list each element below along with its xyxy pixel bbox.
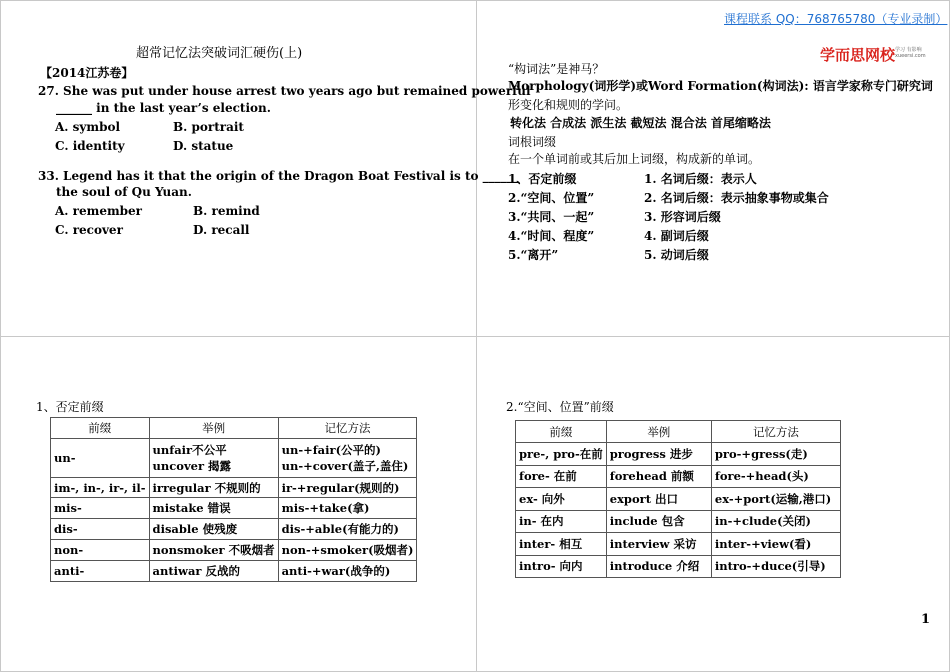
prefix-item-5: 5.“离开” <box>508 248 559 262</box>
prefix-cell: ex- 向外 <box>516 488 607 511</box>
method-cell: inter-+view(看) <box>711 533 840 556</box>
prefix-cell: in- 在内 <box>516 510 607 533</box>
slide-title: 超常记忆法突破词汇硬伤(上) <box>136 46 303 61</box>
prefix-cell: anti- <box>51 561 150 582</box>
method-line: un-+fair(公平的) <box>281 443 381 457</box>
method-cell: pro-+gress(走) <box>711 443 840 466</box>
method-line: un-+cover(盖子,盖住) <box>281 459 409 473</box>
column-header: 前缀 <box>51 418 150 439</box>
example-cell <box>149 439 278 478</box>
suffix-item-5: 5. 动词后缀 <box>644 248 709 262</box>
root-affix-heading: 词根词缀 <box>508 135 557 149</box>
brand-logo: 学而思网校 <box>820 46 896 64</box>
table-row <box>51 439 417 478</box>
negative-prefix-table <box>50 417 417 582</box>
example-cell: progress 进步 <box>606 443 711 466</box>
question-33-line2: the soul of Qu Yuan. <box>56 185 192 199</box>
column-header: 举例 <box>149 418 278 439</box>
table-row <box>516 443 841 466</box>
column-header: 前缀 <box>516 421 607 443</box>
suffix-item-3: 3. 形容词后缀 <box>644 210 721 224</box>
q33-option-b: B. remind <box>193 204 260 218</box>
method-cell: dis-+able(有能力的) <box>278 519 417 540</box>
example-cell: include 包含 <box>606 510 711 533</box>
question-27-line2: ______ in the last year’s election. <box>56 101 271 115</box>
prefix-cell: im-, in-, ir-, il- <box>51 478 150 498</box>
table-row <box>51 540 417 561</box>
example-line: unfair不公平 <box>152 443 227 457</box>
table-row <box>51 561 417 582</box>
q33-option-c: C. recover <box>55 223 123 237</box>
word-formation-question: “构词法”是神马？ <box>508 62 605 76</box>
table-row <box>516 555 841 578</box>
example-cell: disable 使残废 <box>149 519 278 540</box>
negative-prefix-heading: 1、否定前缀 <box>36 400 104 414</box>
affix-definition: 在一个单词前或其后加上词缀，构成新的单词。 <box>508 152 761 166</box>
method-cell: ex-+port(运输,港口) <box>711 488 840 511</box>
prefix-cell: fore- 在前 <box>516 465 607 488</box>
space-prefix-table <box>515 420 841 578</box>
formation-methods: 转化法 合成法 派生法 截短法 混合法 首尾缩略法 <box>510 116 771 130</box>
method-cell: ir-+regular(规则的) <box>278 478 417 498</box>
example-cell: nonsmoker 不吸烟者 <box>149 540 278 561</box>
prefix-cell: dis- <box>51 519 150 540</box>
example-cell: export 出口 <box>606 488 711 511</box>
method-cell: fore-+head(头) <box>711 465 840 488</box>
column-header: 记忆方法 <box>278 418 417 439</box>
table-row <box>516 488 841 511</box>
column-header: 记忆方法 <box>711 421 840 443</box>
prefix-cell: non- <box>51 540 150 561</box>
suffix-item-2: 2. 名词后缀：表示抽象事物或集合 <box>644 191 829 205</box>
prefix-cell: intro- 向内 <box>516 555 607 578</box>
method-cell: in-+clude(关闭) <box>711 510 840 533</box>
prefix-item-4: 4.“时间、程度” <box>508 229 595 243</box>
example-cell: irregular 不规则的 <box>149 478 278 498</box>
prefix-cell: pre-, pro-在前 <box>516 443 607 466</box>
q33-option-a: A. remember <box>55 204 142 218</box>
example-cell: interview 采访 <box>606 533 711 556</box>
method-cell <box>278 439 417 478</box>
column-header: 举例 <box>606 421 711 443</box>
example-cell: introduce 介绍 <box>606 555 711 578</box>
suffix-item-1: 1. 名词后缀：表示人 <box>644 172 757 186</box>
prefix-cell: mis- <box>51 498 150 519</box>
method-cell: anti-+war(战争的) <box>278 561 417 582</box>
table-row <box>516 533 841 556</box>
prefix-cell: inter- 相互 <box>516 533 607 556</box>
table-row <box>516 510 841 533</box>
method-cell: mis-+take(拿) <box>278 498 417 519</box>
table-header-row <box>51 418 417 439</box>
exam-label: 【2014江苏卷】 <box>40 66 134 80</box>
question-27-line1: 27. She was put under house arrest two years ago but remained powerful <box>38 84 531 98</box>
table-row <box>51 478 417 498</box>
question-33-line1: 33. Legend has it that the origin of the Dragon Boat Festival is to ______ <box>38 169 519 183</box>
morphology-definition-line2: 形变化和规则的学问。 <box>508 98 629 112</box>
q33-option-d: D. recall <box>193 223 250 237</box>
suffix-item-4: 4. 副词后缀 <box>644 229 709 243</box>
prefix-cell: un- <box>51 439 150 478</box>
table-row <box>51 498 417 519</box>
example-line: uncover 揭露 <box>152 459 232 473</box>
prefix-item-1: 1、否定前缀 <box>508 172 577 186</box>
horizontal-divider <box>0 336 950 337</box>
example-cell: antiwar 反战的 <box>149 561 278 582</box>
method-cell: non-+smoker(吸烟者) <box>278 540 417 561</box>
prefix-item-2: 2.“空间、位置” <box>508 191 595 205</box>
prefix-item-3: 3.“共同、一起” <box>508 210 595 224</box>
example-cell: forehead 前额 <box>606 465 711 488</box>
space-prefix-heading: 2.“空间、位置”前缀 <box>506 400 614 414</box>
contact-link[interactable]: 课程联系 QQ：768765780（专业录制） <box>724 12 948 26</box>
example-cell: mistake 错误 <box>149 498 278 519</box>
table-row <box>516 465 841 488</box>
page-number: 1 <box>921 612 931 627</box>
q27-option-d: D. statue <box>173 139 234 153</box>
morphology-definition-line1: Morphology(词形学)或Word Formation(构词法): 语言学家称专门研究词 <box>508 79 933 93</box>
table-row <box>51 519 417 540</box>
table-header-row <box>516 421 841 443</box>
brand-logo-subtitle: 学习 有影响 xueersi.com <box>895 47 926 59</box>
method-cell: intro-+duce(引导) <box>711 555 840 578</box>
q27-option-a: A. symbol <box>55 120 121 134</box>
q27-option-b: B. portrait <box>173 120 244 134</box>
q27-option-c: C. identity <box>55 139 125 153</box>
